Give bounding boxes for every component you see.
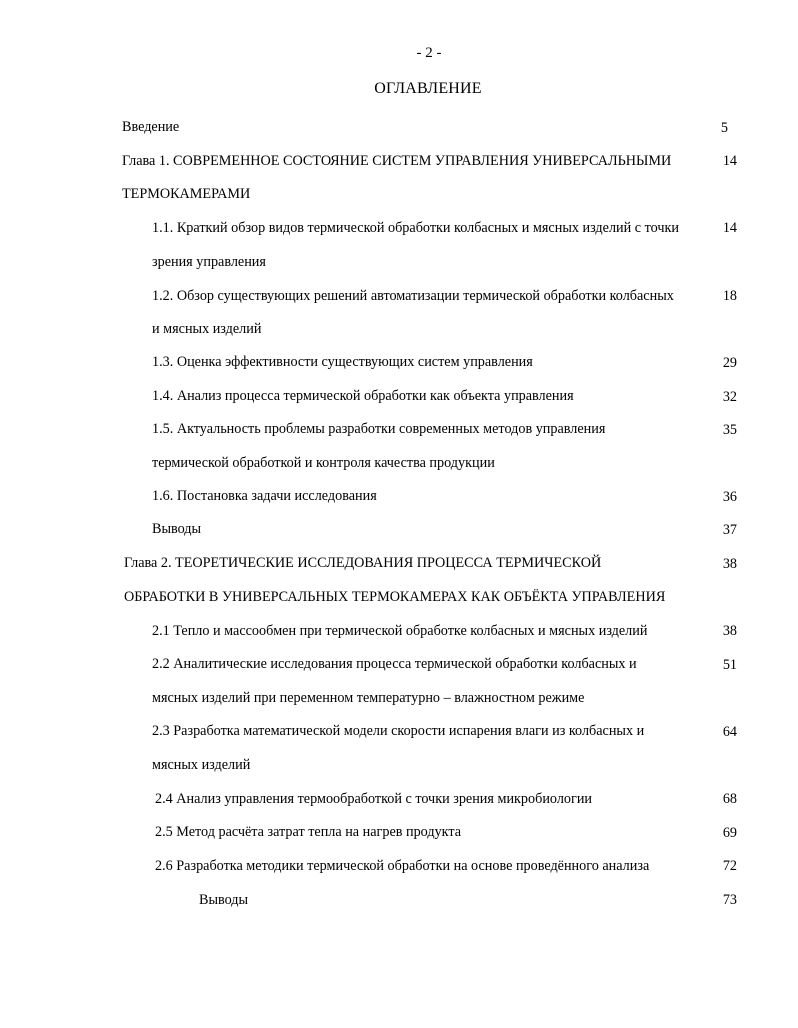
toc-entry-text: термической обработкой и контроля качества продукции <box>152 455 495 471</box>
toc-entry-page: 73 <box>722 892 737 908</box>
toc-entry-page: 37 <box>722 522 737 538</box>
toc-entry-page: 18 <box>722 288 737 304</box>
toc-title: ОГЛАВЛЕНИЕ <box>374 80 482 97</box>
toc-entry-text: 2.2 Аналитические исследования процесса термической обработки колбасных и <box>152 656 637 672</box>
page-number: - 2 - <box>416 45 442 61</box>
toc-entry-page: 32 <box>722 389 737 405</box>
toc-entry-text: 1.5. Актуальность проблемы разработки современных методов управления <box>152 421 606 437</box>
toc-entry-text: мясных изделий <box>152 757 251 773</box>
toc-entry-text: 2.3 Разработка математической модели скорости испарения влаги из колбасных и <box>152 723 645 739</box>
toc-entry-page: 51 <box>722 657 737 673</box>
toc-entry-page: 64 <box>722 724 737 740</box>
toc-entry-page: 38 <box>722 556 737 572</box>
toc-entry-page: 14 <box>722 153 737 169</box>
toc-entry-text: Выводы <box>199 892 249 908</box>
toc-entry-page: 14 <box>722 220 737 236</box>
toc-entry-text: 1.6. Постановка задачи исследования <box>152 488 377 504</box>
toc-entry-page: 35 <box>722 422 737 438</box>
toc-entry-text: Глава 2. ТЕОРЕТИЧЕСКИЕ ИССЛЕДОВАНИЯ ПРОЦЕССА ТЕРМИЧЕСКОЙ <box>124 555 602 571</box>
toc-entry-text: 2.4 Анализ управления термообработкой с точки зрения микробиологии <box>155 791 593 807</box>
toc-entry-page: 38 <box>722 623 737 639</box>
toc-entry-text: ОБРАБОТКИ В УНИВЕРСАЛЬНЫХ ТЕРМОКАМЕРАХ КАК ОБЪЁКТА УПРАВЛЕНИЯ <box>124 589 666 605</box>
toc-entry-text: мясных изделий при переменном температурно – влажностном режиме <box>152 690 585 706</box>
toc-entry-text: и мясных изделий <box>152 321 262 337</box>
toc-entry-text: Введение <box>122 119 180 135</box>
toc-entry-text: 1.4. Анализ процесса термической обработки как объекта управления <box>152 388 574 404</box>
toc-entry-text: 2.5 Метод расчёта затрат тепла на нагрев продукта <box>155 824 462 840</box>
toc-entry-page: 5 <box>720 120 728 136</box>
toc-entry-text: 2.6 Разработка методики термической обработки на основе проведённого анализа <box>155 858 650 874</box>
toc-entry-page: 29 <box>722 355 737 371</box>
toc-entry-text: 1.1. Краткий обзор видов термической обработки колбасных и мясных изделий с точки <box>152 220 679 236</box>
toc-entry-text: Выводы <box>152 521 202 537</box>
toc-entry-text: ТЕРМОКАМЕРАМИ <box>122 186 251 202</box>
toc-entry-text: 1.2. Обзор существующих решений автоматизации термической обработки колбасных <box>152 288 674 304</box>
toc-entry-page: 36 <box>722 489 737 505</box>
toc-entry-text: Глава 1. СОВРЕМЕННОЕ СОСТОЯНИЕ СИСТЕМ УПРАВЛЕНИЯ УНИВЕРСАЛЬНЫМИ <box>122 153 672 169</box>
toc-entry-text: зрения управления <box>152 254 266 270</box>
toc-entry-page: 72 <box>722 858 737 874</box>
toc-entry-text: 1.3. Оценка эффективности существующих систем управления <box>152 354 533 370</box>
toc-entry-page: 68 <box>722 791 737 807</box>
toc-entry-page: 69 <box>722 825 737 841</box>
toc-entry-text: 2.1 Тепло и массообмен при термической обработке колбасных и мясных изделий <box>152 623 648 639</box>
